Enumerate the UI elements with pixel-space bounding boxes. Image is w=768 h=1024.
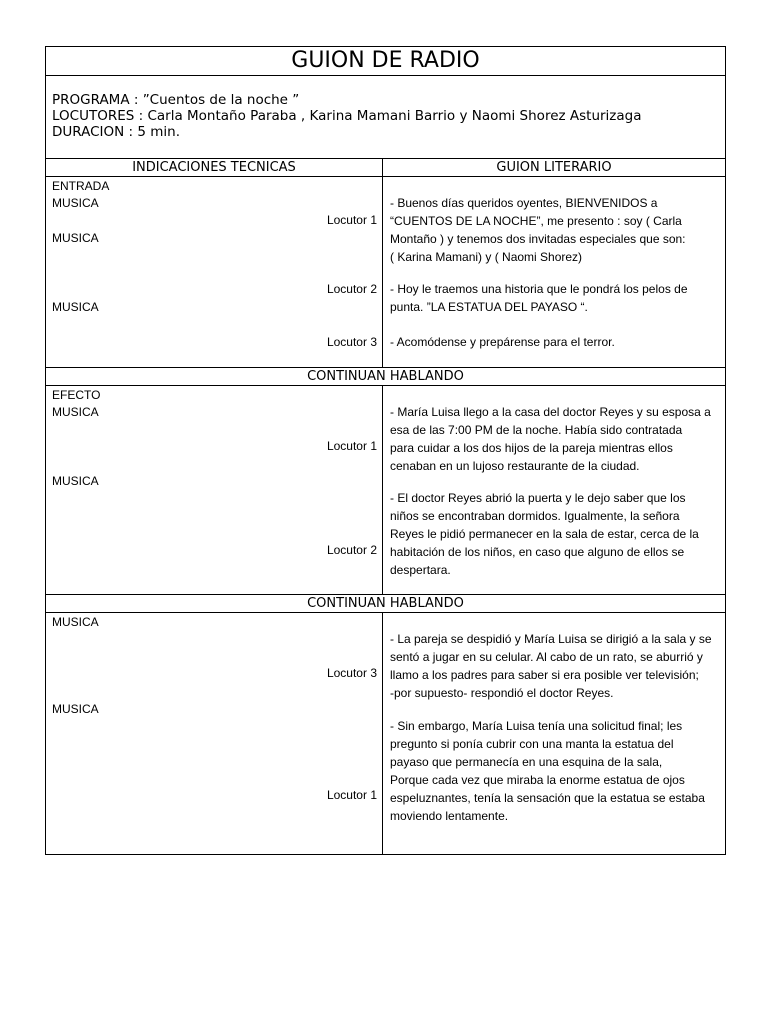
script-line: - Hoy le traemos una historia que le pondrá los pelos de punta. ”LA ESTATUA DEL PAYASO “. [390,282,688,314]
header-indicaciones-tecnicas: INDICACIONES TECNICAS [132,160,296,175]
speaker-label: Locutor 1 [326,213,377,227]
cue-musica: MUSICA [52,300,99,314]
header-guion-literario: GUION LITERARIO [496,160,612,175]
script-line: - Acomódense y prepárense para el terror. [390,335,615,349]
program-info-row [46,75,725,158]
column-divider [382,612,383,855]
cue-efecto: EFECTO [52,388,101,402]
column-header-row [46,158,725,176]
section-2-header-row [46,367,725,385]
section-2 [46,385,725,594]
script-line: - El doctor Reyes abrió la puerta y le dejo saber que los niños se encontraban dormidos. Igualmente, la señora Reyes le pidió permanecer en la sala de estar, cerca de la habitación de los niños, en caso que alguno de ellos se despertara. [390,491,699,577]
speaker-label: Locutor 1 [326,788,377,802]
section-3-header-row [46,594,725,612]
locutores-line: LOCUTORES : Carla Montaño Paraba , Karina Mamani Barrio y Naomi Shorez Asturizaga [52,108,642,124]
section-header: CONTINUAN HABLANDO [307,369,464,384]
section-1 [46,176,725,367]
cue-entrada: ENTRADA [52,179,110,193]
column-divider [382,385,383,594]
speaker-label: Locutor 2 [326,543,377,557]
program-info [52,92,642,140]
column-divider [382,158,383,367]
script-line: - María Luisa llego a la casa del doctor Reyes y su esposa a esa de las 7:00 PM de la noche. Había sido contratada para cuidar a los dos hijos de la pareja mientras ellos cenaban en un lujoso restaurante de la ciudad. [390,405,711,473]
speaker-label: Locutor 3 [326,335,377,349]
speaker-label: Locutor 3 [326,666,377,680]
cue-musica: MUSICA [52,196,99,210]
programa-line: PROGRAMA : ”Cuentos de la noche ” [52,92,300,108]
section-3 [46,612,725,855]
script-line: - Sin embargo, María Luisa tenía una solicitud final; les pregunto si ponía cubrir con una manta la estatua del payaso que permanecía en una esquina de la sala, Porque cada vez que miraba la enorme estatua de ojos espeluznantes, tenía la sensación que la estatua se estaba moviendo lentamente. [390,719,705,823]
cue-musica: MUSICA [52,231,99,245]
script-line: - La pareja se despidió y María Luisa se dirigió a la sala y se sentó a jugar en su celular. Al cabo de un rato, se aburrió y llamo a los padres para saber si era posible ver televisión; -por supuesto- respondió el doctor Reyes. [390,632,712,700]
cue-musica: MUSICA [52,405,99,419]
cue-musica: MUSICA [52,615,99,629]
cue-musica: MUSICA [52,474,99,488]
duracion-line: DURACION : 5 min. [52,124,180,140]
title-row [46,47,725,75]
radio-script-document [45,46,726,855]
speaker-label: Locutor 1 [326,439,377,453]
cue-musica: MUSICA [52,702,99,716]
script-line: - Buenos días queridos oyentes, BIENVENIDOS a “CUENTOS DE LA NOCHE”, me presento : soy ( Carla Montaño ) y tenemos dos invitadas especiales que son: ( Karina Mamani) y ( Naomi Shorez) [390,196,686,264]
speaker-label: Locutor 2 [326,282,377,296]
section-header: CONTINUAN HABLANDO [307,596,464,611]
document-title: GUION DE RADIO [291,48,480,73]
